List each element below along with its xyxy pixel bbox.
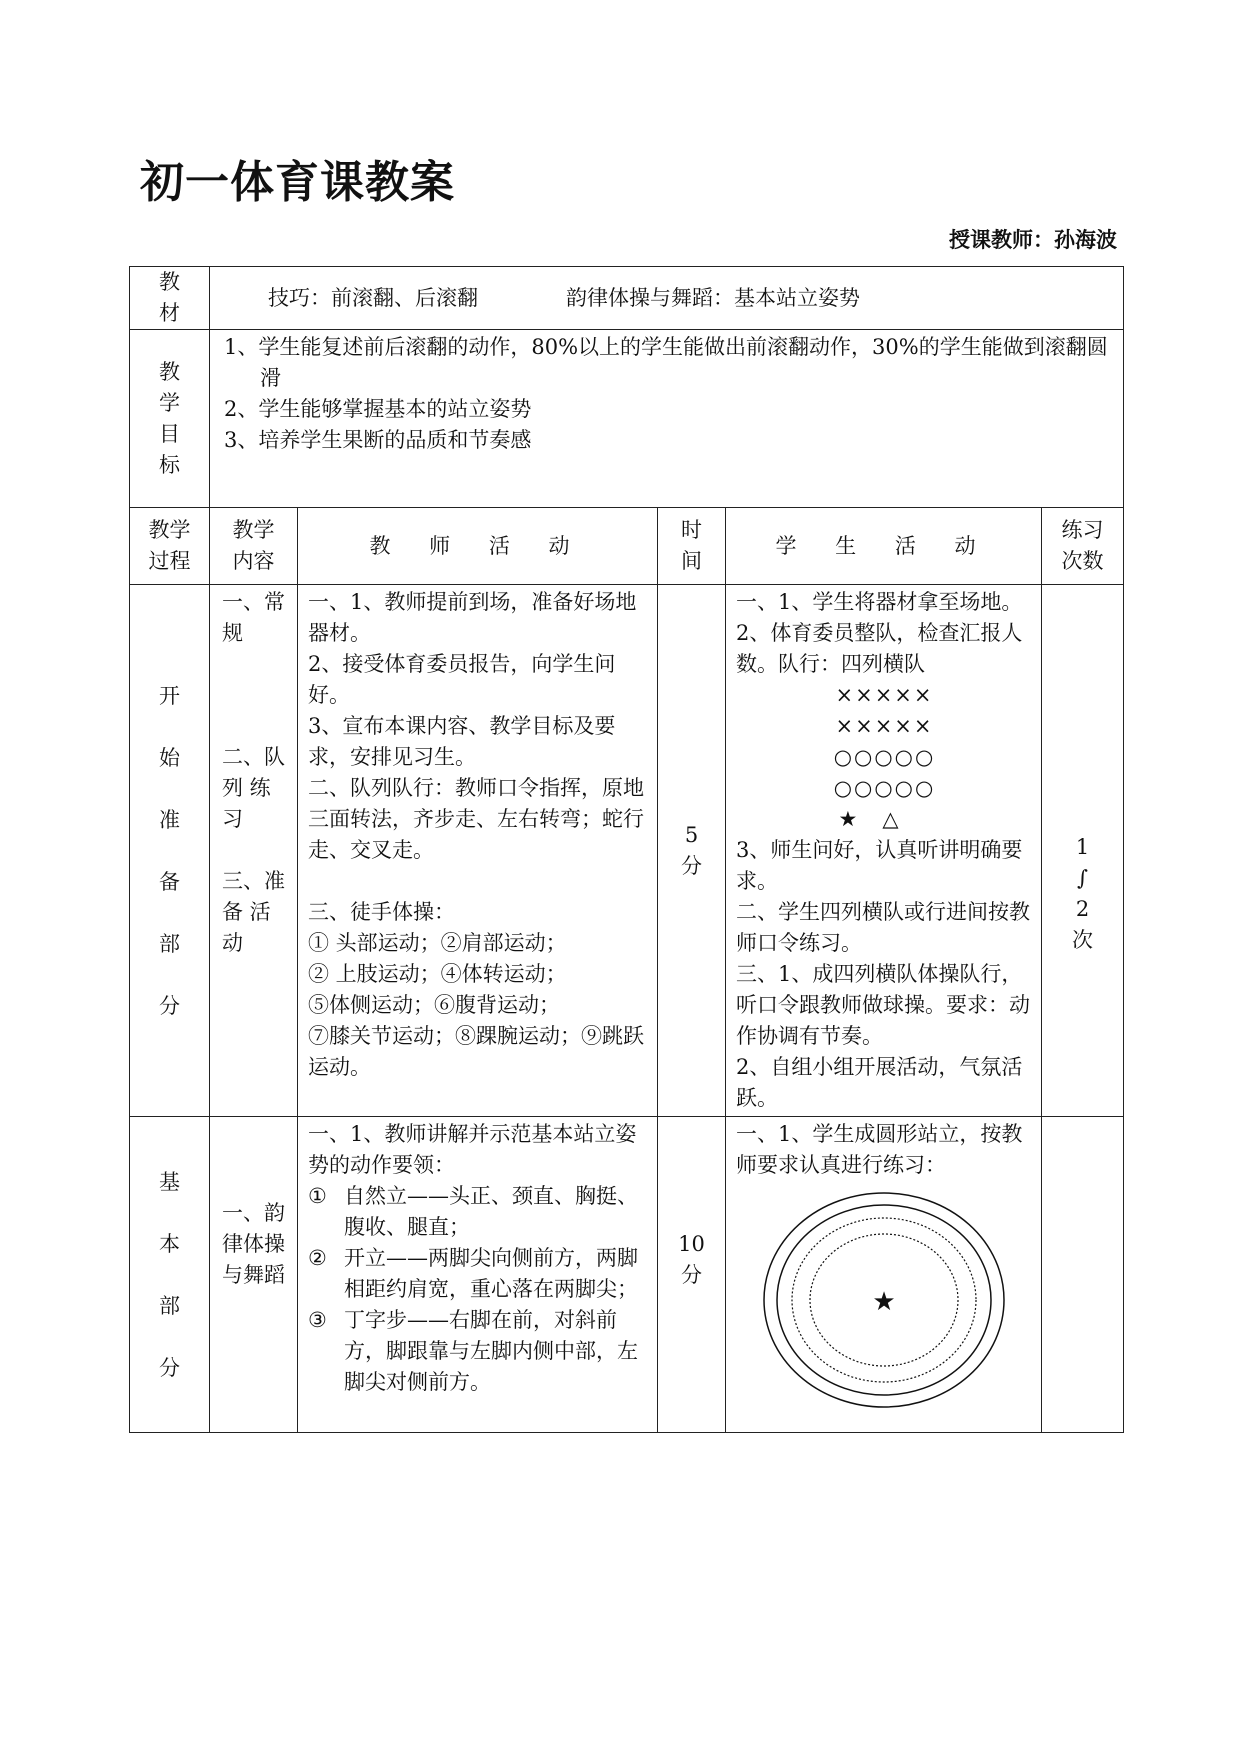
header-teacher-activity: 教 师 活 动	[298, 508, 658, 585]
objective-item: 2、学生能够掌握基本的站立姿势	[224, 397, 532, 421]
formation-row: ×××××	[835, 683, 934, 707]
material-content	[210, 267, 1124, 330]
lesson-plan-table	[129, 266, 1124, 1433]
formation-diagram	[736, 680, 1033, 835]
formation-row: ×××××	[835, 714, 934, 738]
teacher-step: 一、1、教师讲解并示范基本站立姿势的动作要领：	[308, 1122, 637, 1177]
basic-section-row	[130, 1117, 1124, 1433]
header-reps: 练习 次数	[1042, 508, 1124, 585]
material-label: 教 材	[130, 267, 210, 330]
start-student-activity	[726, 585, 1042, 1117]
objective-item: 3、培养学生果断的品质和节奏感	[224, 428, 532, 452]
header-process: 教学 过程	[130, 508, 210, 585]
student-step: 3、师生问好，认真听讲明确要求。	[736, 838, 1023, 893]
teacher-point: ① 自然立——头正、颈直、胸挺、腹收、腿直；	[308, 1184, 638, 1239]
material-row	[130, 267, 1124, 330]
formation-teacher-row: ★ △	[838, 807, 901, 831]
basic-section-content	[210, 1117, 298, 1433]
content-warmup: 三、准备 活动	[222, 869, 285, 955]
page-title: 初一体育课教案	[140, 157, 455, 208]
content-dance: 一、韵律体操与舞蹈	[222, 1201, 285, 1287]
header-student-activity: 学 生 活 动	[726, 508, 1042, 585]
teacher-point: ② 开立——两脚尖向侧前方，两脚相距约肩宽，重心落在两脚尖；	[308, 1246, 638, 1301]
header-content: 教学 内容	[210, 508, 298, 585]
teacher-step: 三、徒手体操：	[308, 900, 455, 924]
teacher-point: ③ 丁字步——右脚在前，对斜前方，脚跟靠与左脚内侧中部，左脚尖对侧前方。	[308, 1308, 638, 1394]
student-step: 一、1、学生将器材拿至场地。	[736, 590, 1023, 614]
start-section-row	[130, 585, 1124, 1117]
teacher-step: ⑤体侧运动；⑥腹背运动；	[308, 993, 560, 1017]
teacher-step: ⑦膝关节运动；⑧踝腕运动；⑨跳跃运动。	[308, 1024, 644, 1079]
student-step: 一、1、学生成圆形站立，按教师要求认真进行练习：	[736, 1122, 1023, 1177]
student-step: 三、1、成四列横队体操队行，听口令跟教师做球操。要求：动作协调有节奏。	[736, 962, 1030, 1048]
teacher-step: ② 上肢运动；④体转运动；	[308, 962, 567, 986]
start-time: 5 分	[658, 585, 726, 1117]
circle-formation-diagram	[726, 1183, 1041, 1415]
header-row	[130, 508, 1124, 585]
basic-teacher-activity	[298, 1117, 658, 1433]
student-step: 二、学生四列横队或行进间按教师口令练习。	[736, 900, 1030, 955]
teacher-step: 二、队列队行：教师口令指挥，原地三面转法，齐步走、左右转弯；蛇行走、交叉走。	[308, 776, 644, 862]
material-dance: 韵律体操与舞蹈：基本站立姿势	[566, 285, 860, 310]
content-drill: 二、队列 练习	[222, 745, 285, 831]
teacher-step: ① 头部运动；②肩部运动；	[308, 931, 567, 955]
concentric-circles-svg	[760, 1189, 1008, 1411]
basic-time: 10 分	[658, 1117, 726, 1433]
teacher-step: 2、接受体育委员报告，向学生问好。	[308, 652, 616, 707]
student-step: 2、体育委员整队，检查汇报人数。队行：四列横队	[736, 621, 1023, 676]
objective-item: 1、学生能复述前后滚翻的动作，80%以上的学生能做出前滚翻动作，30%的学生能做到滚翻圆滑	[224, 335, 1108, 390]
teacher-name: 授课教师：孙海波	[949, 228, 1117, 252]
objectives-label: 教 学 目 标	[130, 330, 210, 508]
teacher-star-icon: ★	[871, 1287, 896, 1317]
header-time: 时 间	[658, 508, 726, 585]
teacher-step: 一、1、教师提前到场，准备好场地器材。	[308, 590, 637, 645]
formation-row: ○○○○○	[833, 776, 936, 800]
content-routine: 一、常规	[222, 590, 285, 645]
formation-row: ○○○○○	[833, 745, 936, 769]
teacher-step: 3、宣布本课内容、教学目标及要求，安排见习生。	[308, 714, 616, 769]
start-section-label: 开 始 准 备 部 分	[130, 585, 210, 1117]
start-reps: 1 ∫ 2 次	[1042, 585, 1124, 1117]
basic-reps	[1042, 1117, 1124, 1433]
basic-student-activity	[726, 1117, 1042, 1433]
student-step: 2、自组小组开展活动，气氛活跃。	[736, 1055, 1023, 1110]
basic-section-label: 基 本 部 分	[130, 1117, 210, 1433]
material-skill: 技巧：前滚翻、后滚翻	[268, 285, 478, 310]
objectives-row	[130, 330, 1124, 508]
objectives-content	[210, 330, 1124, 508]
start-section-contents	[210, 585, 298, 1117]
start-teacher-activity	[298, 585, 658, 1117]
